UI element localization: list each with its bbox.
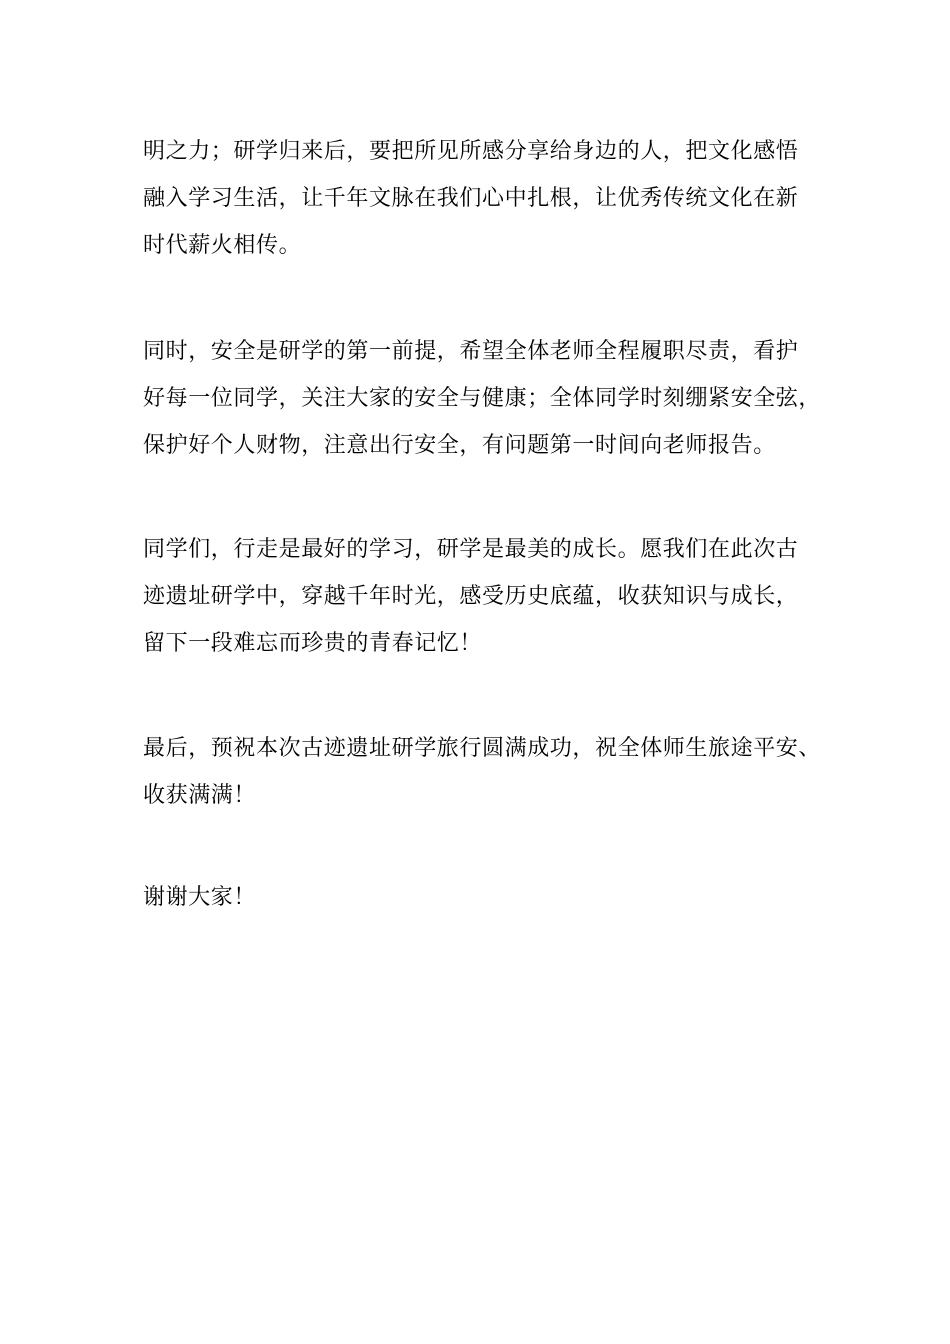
text-line: 保护好个人财物，注意出行安全，有问题第一时间向老师报告。 [143,433,776,458]
text-line: 同时，安全是研学的第一前提，希望全体老师全程履职尽责，看护 [143,339,799,364]
text-line: 时代薪火相传。 [143,233,302,258]
text-line: 同学们，行走是最好的学习，研学是最美的成长。愿我们在此次古 [143,537,799,562]
text-line: 明之力；研学归来后，要把所见所感分享给身边的人，把文化感悟 [143,139,799,164]
text-line: 最后，预祝本次古迹遗址研学旅行圆满成功，祝全体师生旅途平安、 [143,736,822,761]
text-line: 好每一位同学，关注大家的安全与健康；全体同学时刻绷紧安全弦， [143,386,822,411]
paragraph-safety [143,328,843,469]
paragraph-thanks [143,874,843,921]
paragraph-growth [143,526,843,667]
text-line: 迹遗址研学中，穿越千年时光，感受历史底蕴，收获知识与成长， [143,584,799,609]
text-line: 谢谢大家！ [143,885,257,910]
text-line: 收获满满！ [143,783,257,808]
text-line: 留下一段难忘而珍贵的青春记忆！ [143,631,483,656]
paragraph-wishes [143,725,843,819]
paragraph-closing-culture [143,128,843,269]
text-line: 融入学习生活，让千年文脉在我们心中扎根，让优秀传统文化在新 [143,186,799,211]
